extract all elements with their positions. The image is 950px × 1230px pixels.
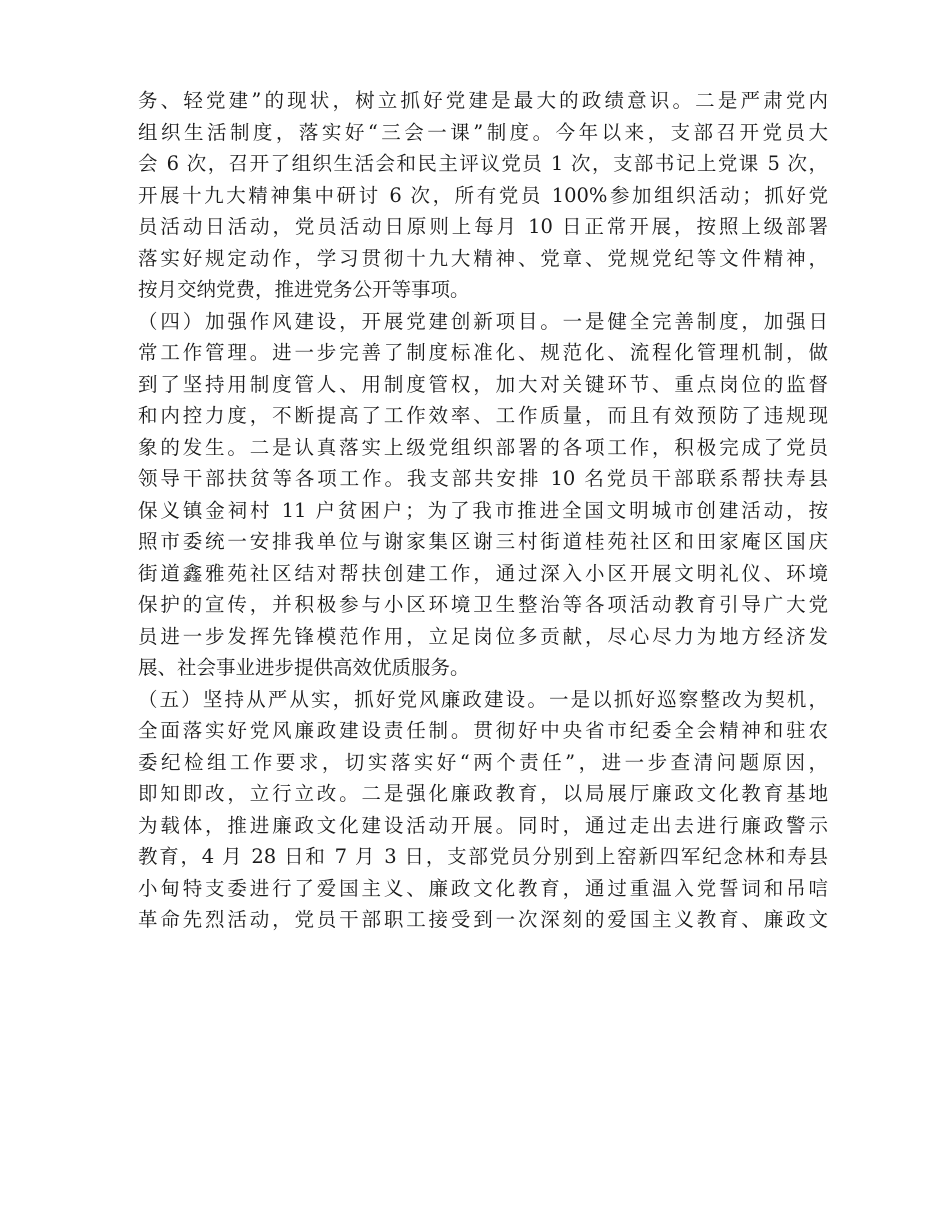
text-line: 即知即改，立行立改。二是强化廉政教育，以局展厅廉政文化教育基地	[138, 782, 828, 805]
text-line: 按月交纳党费，推进党务公开等事项。	[138, 278, 470, 301]
text-line: 展、社会事业进步提供高效优质服务。	[138, 656, 470, 679]
text-line: 保义镇金祠村 11 户贫困户；为了我市推进全国文明城市创建活动，按	[138, 498, 828, 522]
body-text	[138, 85, 828, 936]
section-heading-line: （五）坚持从严从实，抓好党风廉政建设。一是以抓好巡察整改为契机，	[138, 687, 828, 711]
text-line: 组织生活制度，落实好“三会一课”制度。今年以来，支部召开党员大	[138, 120, 828, 144]
text-line: 委纪检组工作要求，切实落实好“两个责任”，进一步查清问题原因，	[138, 750, 828, 774]
text-line: 员进一步发挥先锋模范作用，立足岗位多贡献，尽心尽力为地方经济发	[138, 624, 828, 648]
text-line: 革命先烈活动，党员干部职工接受到一次深刻的爱国主义教育、廉政文	[138, 908, 828, 931]
text-line: 照市委统一安排我单位与谢家集区谢三村街道桂苑社区和田家庵区国庆	[138, 530, 828, 553]
text-line: 开展十九大精神集中研讨 6 次，所有党员 100%参加组织活动；抓好党	[138, 183, 828, 207]
text-line: 街道鑫雅苑社区结对帮扶创建工作，通过深入小区开展文明礼仪、环境	[138, 561, 828, 585]
text-line: 领导干部扶贫等各项工作。我支部共安排 10 名党员干部联系帮扶寿县	[138, 467, 828, 490]
text-line: 为载体，推进廉政文化建设活动开展。同时，通过走出去进行廉政警示	[138, 813, 828, 837]
text-line: 落实好规定动作，学习贯彻十九大精神、党章、党规党纪等文件精神，	[138, 246, 828, 270]
text-line: 常工作管理。进一步完善了制度标准化、规范化、流程化管理机制，做	[138, 341, 828, 364]
text-line: 员活动日活动，党员活动日原则上每月 10 日正常开展，按照上级部署	[138, 215, 828, 238]
text-line: 象的发生。二是认真落实上级党组织部署的各项工作，积极完成了党员	[138, 435, 828, 459]
text-line: 小甸特支委进行了爱国主义、廉政文化教育，通过重温入党誓词和吊唁	[138, 876, 828, 900]
text-line: 会 6 次，召开了组织生活会和民主评议党员 1 次，支部书记上党课 5 次，	[138, 152, 828, 175]
text-line: 全面落实好党风廉政建设责任制。贯彻好中央省市纪委全会精神和驻农	[138, 719, 828, 742]
text-line: 和内控力度，不断提高了工作效率、工作质量，而且有效预防了违规现	[138, 404, 828, 427]
text-line: 教育，4 月 28 日和 7 月 3 日，支部党员分别到上窑新四军纪念林和寿县	[138, 845, 828, 868]
text-line: 务、轻党建”的现状，树立抓好党建是最大的政绩意识。二是严肃党内	[138, 89, 828, 112]
text-line: 到了坚持用制度管人、用制度管权，加大对关键环节、重点岗位的监督	[138, 372, 828, 396]
text-line: 保护的宣传，并积极参与小区环境卫生整治等各项活动教育引导广大党	[138, 593, 828, 616]
section-heading-line: （四）加强作风建设，开展党建创新项目。一是健全完善制度，加强日	[138, 309, 828, 333]
